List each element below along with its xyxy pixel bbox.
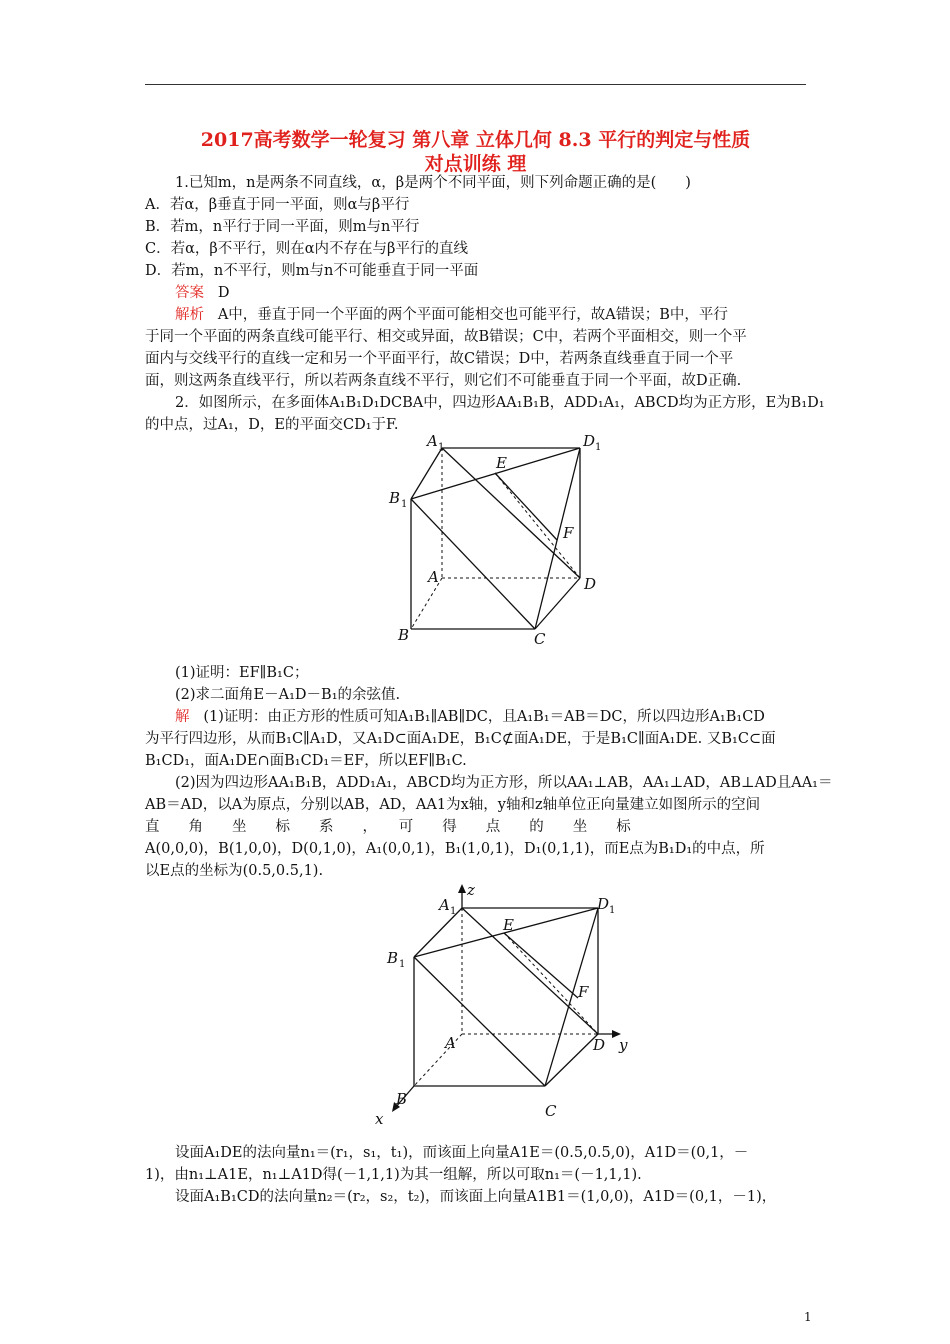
- label-d1: D: [597, 895, 610, 913]
- answer-value: D: [217, 285, 230, 301]
- label-e: E: [496, 454, 507, 472]
- label-f: F: [578, 983, 589, 1001]
- label-subscript: 1: [399, 959, 406, 970]
- label-c: C: [545, 1102, 557, 1120]
- q2-solution-line: A(0,0,0)，B(1,0,0)，D(0,1,0)，A₁(0,0,1)，B₁(1,0,1)，D₁(0,1,1)，而E点为B₁D₁的中点，所: [145, 841, 765, 857]
- analysis-label: 解析: [175, 307, 204, 323]
- coordinate-figure: [365, 880, 637, 1130]
- solution-label: 解: [175, 709, 190, 725]
- q2-solution-line: 设面A₁DE的法向量n₁＝(r₁，s₁，t₁)，而该面上向量A1E＝(0.5,0.5,0)，A1D＝(0,1，－: [175, 1145, 749, 1161]
- polyhedron-figure: [375, 432, 607, 654]
- label-a: A: [445, 1034, 456, 1052]
- q2-part1: (1)证明：EF∥B₁C；: [175, 665, 309, 681]
- q2-solution-line: 1)，由n₁⊥A1E，n₁⊥A1D得(－1,1,1)为其一组解，所以可取n₁＝(－1,1,1).: [145, 1167, 642, 1183]
- label-b: B: [398, 626, 410, 644]
- q1-analysis-line: 面内与交线平行的直线一定和另一个平面平行，故C错误；D中，若两条直线垂直于同一个平: [145, 351, 734, 367]
- q1-answer: [175, 282, 806, 304]
- q2-stem: 的中点，过A₁，D，E的平面交CD₁于F.: [145, 417, 399, 433]
- q2-solution-line: 设面A₁B₁CD的法向量n₂＝(r₂，s₂，t₂)，而该面上向量A1B1＝(1,0,0)，A1D＝(0,1，－1)，: [175, 1189, 777, 1205]
- label-y: y: [619, 1036, 628, 1054]
- header-rule: [145, 84, 806, 85]
- label-b: B: [396, 1090, 408, 1108]
- label-a1: A: [427, 432, 438, 450]
- q1-analysis-line: 于同一个平面的两条直线可能平行、相交或异面，故B错误；C中，若两个平面相交，则一个平: [145, 329, 747, 345]
- label-x: x: [375, 1110, 384, 1128]
- label-f: F: [563, 524, 574, 542]
- label-subscript: 1: [595, 442, 602, 453]
- label-subscript: 1: [438, 442, 445, 453]
- label-e: E: [503, 916, 514, 934]
- q2-solution-line: 直 角 坐 标 系 ， 可 得 点 的 坐 标: [145, 819, 631, 835]
- q1-stem: 1.已知m，n是两条不同直线，α，β是两个不同平面，则下列命题正确的是( ): [175, 175, 691, 191]
- label-d1: D: [583, 432, 596, 450]
- q2-solution-line: [175, 706, 806, 728]
- q2-stem: 2．如图所示，在多面体A₁B₁D₁DCBA中，四边形AA₁B₁B，ADD₁A₁，ABCD均为正方形，E为B₁D₁: [175, 395, 825, 411]
- page-number: 1: [804, 1310, 812, 1324]
- q2-solution-line: AB＝AD，以A为原点，分别以AB，AD，AA1为x轴，y轴和z轴单位正向量建立如图所示的空间: [145, 797, 761, 813]
- label-d: D: [584, 575, 597, 593]
- q1-option-c: C．若α，β不平行，则在α内不存在与β平行的直线: [145, 241, 468, 257]
- label-b1: B: [389, 489, 401, 507]
- solution-text: (1)证明：由正方形的性质可知A₁B₁∥AB∥DC，且A₁B₁＝AB＝DC，所以四边形A₁B₁CD: [203, 709, 765, 725]
- q2-solution-line: (2)因为四边形AA₁B₁B，ADD₁A₁，ABCD均为正方形，所以AA₁⊥AB，AA₁⊥AD，AB⊥AD且AA₁＝: [175, 775, 833, 791]
- q1-option-d: D．若m，n不平行，则m与n不可能垂直于同一平面: [145, 263, 479, 279]
- label-a1: A: [439, 896, 450, 914]
- answer-label: 答案: [175, 285, 204, 301]
- q1-option-b: B．若m，n平行于同一平面，则m与n平行: [145, 219, 420, 235]
- q2-solution-line: B₁CD₁，面A₁DE∩面B₁CD₁＝EF，所以EF∥B₁C.: [145, 753, 467, 769]
- label-c: C: [534, 630, 546, 648]
- label-subscript: 1: [609, 905, 616, 916]
- label-a: A: [428, 568, 439, 586]
- page-subtitle: 对点训练 理: [424, 153, 527, 175]
- q2-solution-line: 以E点的坐标为(0.5,0.5,1).: [145, 863, 324, 879]
- label-subscript: 1: [450, 906, 457, 917]
- page-title: 2017高考数学一轮复习 第八章 立体几何 8.3 平行的判定与性质: [200, 129, 751, 151]
- label-d: D: [593, 1036, 606, 1054]
- q1-analysis-line: 面，则这两条直线平行，所以若两条直线不平行，则它们不可能垂直于同一个平面，故D正确.: [145, 373, 742, 389]
- analysis-text: A中，垂直于同一个平面的两个平面可能相交也可能平行，故A错误；B中，平行: [217, 307, 728, 323]
- q2-solution-line: 为平行四边形，从而B₁C∥A₁D，又A₁D⊂面A₁DE，B₁C⊄面A₁DE，于是B₁C∥面A₁DE. 又B₁C⊂面: [145, 731, 776, 747]
- q2-part2: (2)求二面角E－A₁D－B₁的余弦值.: [175, 687, 401, 703]
- z-axis-arrow-icon: [458, 884, 466, 893]
- label-subscript: 1: [401, 499, 408, 510]
- q1-option-a: A．若α，β垂直于同一平面，则α与β平行: [145, 197, 410, 213]
- q1-analysis-line: [175, 304, 806, 326]
- label-b1: B: [387, 949, 399, 967]
- label-z: z: [467, 881, 475, 899]
